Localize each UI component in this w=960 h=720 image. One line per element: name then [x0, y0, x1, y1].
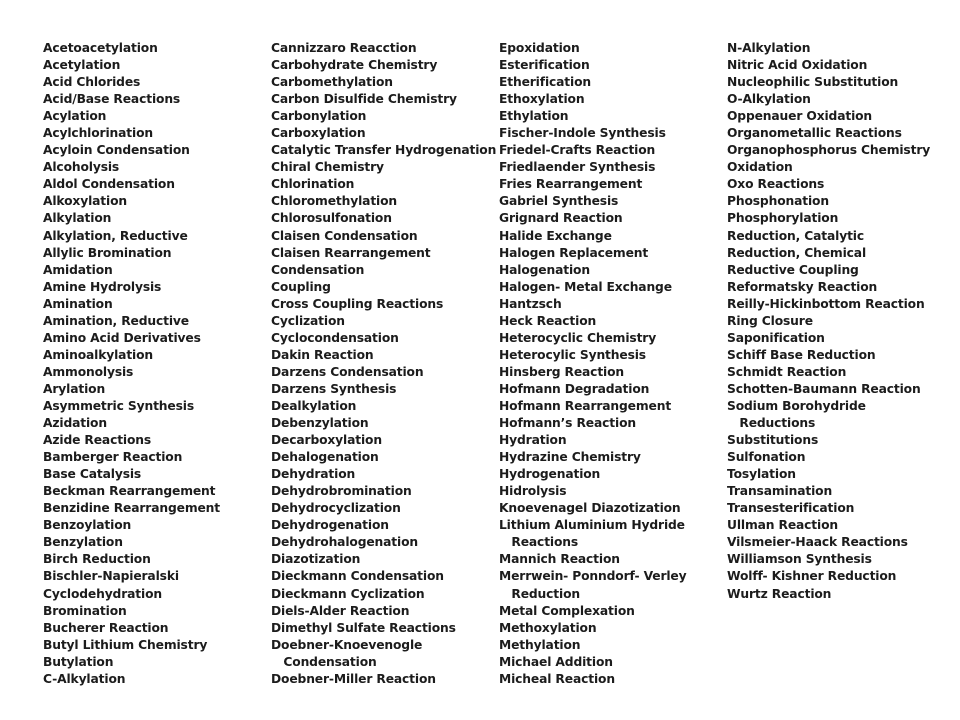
reaction-term: Halogen- Metal Exchange [499, 279, 672, 294]
reaction-term: Heterocylic Synthesis [499, 347, 646, 362]
reaction-term: Beckman Rearrangement [43, 484, 216, 499]
reaction-term: Dieckmann Condensation [271, 569, 444, 584]
reaction-term: Aldol Condensation [43, 177, 175, 192]
reaction-term: Cross Coupling Reactions [271, 296, 444, 311]
reaction-term: Acetoacetylation [43, 41, 158, 55]
reaction-term: Fries Rearrangement [499, 177, 643, 192]
reaction-term: Dehalogenation [271, 450, 379, 465]
reaction-term: Hydration [499, 433, 567, 448]
reaction-term: Halogenation [499, 262, 590, 277]
reaction-term: Acyloin Condensation [43, 143, 190, 158]
reaction-term: Schiff Base Reduction [727, 347, 876, 362]
reaction-term: Dealkylation [271, 398, 357, 413]
reaction-term: Benzidine Rearrangement [43, 501, 220, 516]
reaction-term: Bamberger Reaction [43, 450, 183, 465]
reaction-term: Methylation [499, 637, 581, 652]
reaction-term: Acetylation [43, 58, 121, 73]
reaction-term: Grignard Reaction [499, 211, 623, 226]
reaction-term: Dieckmann Cyclization [271, 586, 425, 601]
reaction-term: Acid/Base Reactions [43, 92, 181, 107]
reaction-term: Friedel-Crafts Reaction [499, 143, 656, 158]
reaction-term: Reduction [499, 586, 580, 601]
reaction-term: Dehydrocyclization [271, 501, 401, 516]
reaction-term: Carbohydrate Chemistry [271, 58, 438, 73]
reaction-term: Base Catalysis [43, 467, 142, 482]
reaction-term: Amine Hydrolysis [43, 279, 162, 294]
reaction-term: Etherification [499, 75, 592, 90]
reaction-term: Amino Acid Derivatives [43, 330, 201, 345]
reaction-term: Alkylation, Reductive [43, 228, 188, 243]
reaction-term: Hidrolysis [499, 484, 567, 499]
reaction-term: Claisen Condensation [271, 228, 418, 243]
reaction-term: C-Alkylation [43, 671, 126, 686]
reaction-term: Ethoxylation [499, 92, 585, 107]
reaction-term: Carbomethylation [271, 75, 393, 90]
reaction-term: Birch Reduction [43, 552, 151, 567]
reaction-term: Vilsmeier-Haack Reactions [727, 535, 908, 550]
reaction-term: Friedlaender Synthesis [499, 160, 656, 175]
reaction-term: Ethylation [499, 109, 569, 124]
reaction-term: Diels-Alder Reaction [271, 603, 410, 618]
reaction-term: Esterification [499, 58, 590, 73]
reaction-term: Organometallic Reactions [727, 126, 902, 141]
reaction-term: Alkoxylation [43, 194, 127, 209]
reaction-term: Aminoalkylation [43, 347, 154, 362]
reaction-term: Organophosphorus Chemistry [727, 143, 931, 158]
reaction-term: Tosylation [727, 467, 796, 482]
reaction-term: Allylic Bromination [43, 245, 172, 260]
reaction-term: Saponification [727, 330, 825, 345]
reaction-term: Bromination [43, 603, 127, 618]
column-1 [43, 40, 269, 688]
reaction-term: Hydrazine Chemistry [499, 450, 641, 465]
reaction-term: Reduction, Catalytic [727, 228, 865, 243]
reaction-term: Condensation [271, 262, 365, 277]
reaction-term: Transamination [727, 484, 833, 499]
reaction-term: Dimethyl Sulfate Reactions [271, 620, 456, 635]
reaction-term: Phosphonation [727, 194, 829, 209]
reaction-term: O-Alkylation [727, 92, 811, 107]
reaction-term: Reactions [499, 535, 579, 550]
reaction-term: Doebner-Miller Reaction [271, 671, 436, 686]
column-2 [271, 40, 497, 688]
reaction-term: Bischler-Napieralski [43, 569, 179, 584]
reaction-term: Benzoylation [43, 518, 132, 533]
reaction-term: Acid Chlorides [43, 75, 141, 90]
reaction-term: Halide Exchange [499, 228, 612, 243]
reaction-term: Lithium Aluminium Hydride [499, 518, 685, 533]
reaction-term: Reductions [727, 416, 816, 431]
reaction-term: Hinsberg Reaction [499, 364, 625, 379]
reaction-term: Dehydrobromination [271, 484, 412, 499]
reaction-term: Methoxylation [499, 620, 597, 635]
reaction-term: Knoevenagel Diazotization [499, 501, 681, 516]
reaction-term: Carboxylation [271, 126, 366, 141]
reaction-term: Debenzylation [271, 416, 369, 431]
reaction-term: Acylation [43, 109, 107, 124]
reaction-term: Schotten-Baumann Reaction [727, 381, 921, 396]
reaction-term: Cyclodehydration [43, 586, 162, 601]
reaction-term: Heterocyclic Chemistry [499, 330, 657, 345]
reaction-term: Nucleophilic Substitution [727, 75, 899, 90]
column-4 [727, 40, 957, 603]
reaction-term: Coupling [271, 279, 331, 294]
reaction-term: Carbon Disulfide Chemistry [271, 92, 457, 107]
reaction-term: Ammonolysis [43, 364, 134, 379]
reaction-term: Dakin Reaction [271, 347, 374, 362]
reaction-term: Micheal Reaction [499, 671, 615, 686]
reaction-term: Doebner-Knoevenogle [271, 637, 423, 652]
reaction-term: Oppenauer Oxidation [727, 109, 873, 124]
reaction-term: Oxidation [727, 160, 793, 175]
reaction-term: Reformatsky Reaction [727, 279, 878, 294]
reaction-term: Mannich Reaction [499, 552, 620, 567]
reaction-term: Bucherer Reaction [43, 620, 169, 635]
reaction-term: Butyl Lithium Chemistry [43, 637, 208, 652]
reaction-term: Hydrogenation [499, 467, 601, 482]
reaction-term: Ring Closure [727, 313, 813, 328]
reaction-term: Dehydrogenation [271, 518, 389, 533]
reaction-term: Schmidt Reaction [727, 364, 847, 379]
reaction-term: Halogen Replacement [499, 245, 649, 260]
reaction-term: Amination [43, 296, 113, 311]
reaction-term: Reductive Coupling [727, 262, 859, 277]
reaction-term: Sodium Borohydride [727, 398, 866, 413]
reaction-term: Decarboxylation [271, 433, 382, 448]
reaction-term: Hofmann Rearrangement [499, 398, 672, 413]
reaction-term: Cannizzaro Reacction [271, 41, 417, 55]
reaction-term: Reduction, Chemical [727, 245, 867, 260]
reaction-term: Heck Reaction [499, 313, 597, 328]
reaction-term: Reilly-Hickinbottom Reaction [727, 296, 925, 311]
reaction-term: Michael Addition [499, 654, 613, 669]
reaction-term: Hofmann Degradation [499, 381, 650, 396]
reaction-term: Alkylation [43, 211, 112, 226]
reaction-term: Dehydrohalogenation [271, 535, 418, 550]
reaction-term: Catalytic Transfer Hydrogenation [271, 143, 497, 158]
reaction-term: Chlorination [271, 177, 355, 192]
reaction-term: Dehydration [271, 467, 356, 482]
reaction-term: Benzylation [43, 535, 123, 550]
reaction-term: Amination, Reductive [43, 313, 189, 328]
reaction-term: Substitutions [727, 433, 819, 448]
reaction-term: Cyclization [271, 313, 345, 328]
reaction-term: Epoxidation [499, 41, 580, 55]
reaction-term: Hantzsch [499, 296, 562, 311]
reaction-term: Transesterification [727, 501, 855, 516]
reaction-term: Gabriel Synthesis [499, 194, 619, 209]
reaction-term: Chiral Chemistry [271, 160, 384, 175]
reaction-term: Azidation [43, 416, 107, 431]
reaction-term: Acylchlorination [43, 126, 153, 141]
reaction-term: Williamson Synthesis [727, 552, 872, 567]
reaction-term: Butylation [43, 654, 114, 669]
reaction-term: Asymmetric Synthesis [43, 398, 194, 413]
reaction-term: Carbonylation [271, 109, 367, 124]
reaction-term: Chlorosulfonation [271, 211, 392, 226]
reaction-term: Claisen Rearrangement [271, 245, 431, 260]
reaction-term: Cyclocondensation [271, 330, 399, 345]
reaction-term: Diazotization [271, 552, 361, 567]
reaction-term: Ullman Reaction [727, 518, 839, 533]
column-3 [499, 40, 725, 688]
reaction-term: Arylation [43, 381, 106, 396]
reaction-term: Darzens Synthesis [271, 381, 397, 396]
reaction-term: Metal Complexation [499, 603, 635, 618]
reaction-term: Hofmann’s Reaction [499, 416, 636, 431]
reaction-term: Oxo Reactions [727, 177, 825, 192]
reaction-term: Amidation [43, 262, 113, 277]
reaction-term: Wolff- Kishner Reduction [727, 569, 897, 584]
reaction-term: Chloromethylation [271, 194, 398, 209]
reaction-term: Fischer-Indole Synthesis [499, 126, 666, 141]
reaction-term: Phosphorylation [727, 211, 839, 226]
reaction-term: Darzens Condensation [271, 364, 424, 379]
reaction-term: Azide Reactions [43, 433, 152, 448]
reaction-term: Nitric Acid Oxidation [727, 58, 868, 73]
reaction-term: Condensation [271, 654, 377, 669]
reaction-term: Wurtz Reaction [727, 586, 832, 601]
reaction-term: Merrwein- Ponndorf- Verley [499, 569, 687, 584]
reaction-term: N-Alkylation [727, 41, 811, 55]
reaction-term: Alcoholysis [43, 160, 120, 175]
reaction-term: Sulfonation [727, 450, 806, 465]
